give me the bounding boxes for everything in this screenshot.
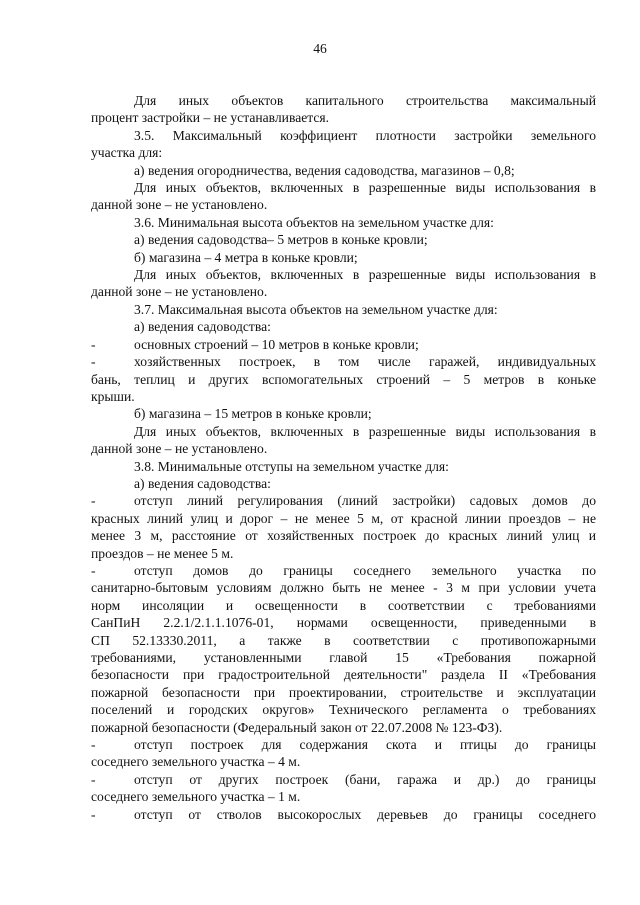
dash-marker: - (91, 806, 96, 822)
dash-item (91, 736, 596, 753)
dash-item (91, 771, 596, 788)
text-line: СП 52.13330.2011, а также в соответствии с противопожарными (91, 632, 596, 648)
dash-item-text: хозяйственных построек, в том числе гаражей, индивидуальных (134, 354, 596, 370)
text-line: красных линий улиц и дорог – не менее 5 м, от красной линии проездов – не (91, 510, 596, 526)
text-line: Для иных объектов, включенных в разрешенные виды использования в (134, 267, 596, 283)
text-line: санитарно-бытовым условиям должно быть не менее - 3 м при условии учета (91, 580, 596, 596)
text-line: Для иных объектов капитального строительства максимальный (134, 93, 596, 108)
dash-item-text: основных строений – 10 метров в коньке кровли; (134, 336, 419, 352)
dash-marker: - (91, 493, 96, 509)
text-line: СанПиН 2.2.1/2.1.1.1076-01, нормами освещенности, приведенными в (91, 615, 596, 631)
text-line: соседнего земельного участка – 1 м. (91, 789, 301, 805)
text-line: требованиями, установленными главой 15 «Требования пожарной (91, 650, 596, 665)
dash-item (91, 353, 596, 370)
text-line: данной зоне – не установлено. (91, 441, 268, 457)
dash-item-text: отступ от стволов высокорослых деревьев до границы соседнего (134, 806, 596, 822)
text-line: пожарной безопасности (Федеральный закон от 22.07.2008 № 123-ФЗ). (91, 719, 503, 735)
page-number: 46 (313, 41, 327, 56)
text-line: менее 3 м, расстояние от хозяйственных построек до красных линий улиц и (91, 528, 596, 544)
text-line: бань, теплиц и других вспомогательных строений – 5 метров в коньке (91, 371, 596, 387)
section-heading: 3.7. Максимальная высота объектов на земельном участке для: (134, 301, 498, 317)
text-line: Для иных объектов, включенных в разрешенные виды использования в (134, 180, 596, 196)
text-line: а) ведения садоводства: (134, 319, 271, 335)
text-line: а) ведения огородничества, ведения садоводства, магазинов – 0,8; (134, 162, 515, 178)
dash-marker: - (91, 336, 96, 352)
section-heading: 3.8. Минимальные отступы на земельном участке для: (134, 458, 449, 474)
text-line: соседнего земельного участка – 4 м. (91, 754, 301, 770)
dash-item-text: отступ построек для содержания скота и птицы до границы (134, 737, 596, 753)
text-line: а) ведения садоводства: (134, 475, 271, 491)
dash-marker: - (91, 737, 96, 753)
text-line: участка для: (91, 145, 163, 161)
dash-marker: - (91, 562, 96, 578)
text-line: б) магазина – 4 метра в коньке кровли; (134, 249, 358, 265)
text-line: б) магазина – 15 метров в коньке кровли; (134, 406, 372, 422)
dash-item-text: отступ от других построек (бани, гаража и др.) до границы (134, 771, 596, 787)
text-line: 3.5. Максимальный коэффициент плотности застройки земельного (134, 127, 596, 143)
dash-item (91, 562, 596, 579)
dash-item-text: отступ линий регулирования (линий застройки) садовых домов до (134, 493, 596, 509)
dash-item (91, 492, 596, 509)
text-line: данной зоне – не установлено. (91, 197, 268, 213)
dash-marker: - (91, 354, 96, 370)
section-heading: 3.6. Минимальная высота объектов на земельном участке для: (134, 214, 494, 230)
dash-item-text: отступ домов до границы соседнего земельного участка по (134, 562, 596, 578)
dash-item (91, 806, 596, 823)
text-line: данной зоне – не установлено. (91, 284, 268, 300)
text-line: безопасности при градостроительной деятельности" раздела II «Требования (91, 667, 596, 683)
text-line: проездов – не менее 5 м. (91, 545, 234, 561)
text-line: поселений и городских округов» Технического регламента о требованиях (91, 702, 596, 718)
text-line: процент застройки – не устанавливается. (91, 110, 330, 126)
text-line: крыши. (91, 388, 135, 404)
text-line: норм инсоляции и освещенности в соответствии с требованиями (91, 597, 596, 613)
document-body (91, 92, 596, 823)
dash-item (91, 336, 596, 353)
text-line: Для иных объектов, включенных в разрешенные виды использования в (134, 423, 596, 439)
text-line: а) ведения садоводства– 5 метров в коньке кровли; (134, 232, 428, 248)
dash-marker: - (91, 771, 96, 787)
text-line: пожарной безопасности при проектировании, строительстве и эксплуатации (91, 684, 596, 700)
